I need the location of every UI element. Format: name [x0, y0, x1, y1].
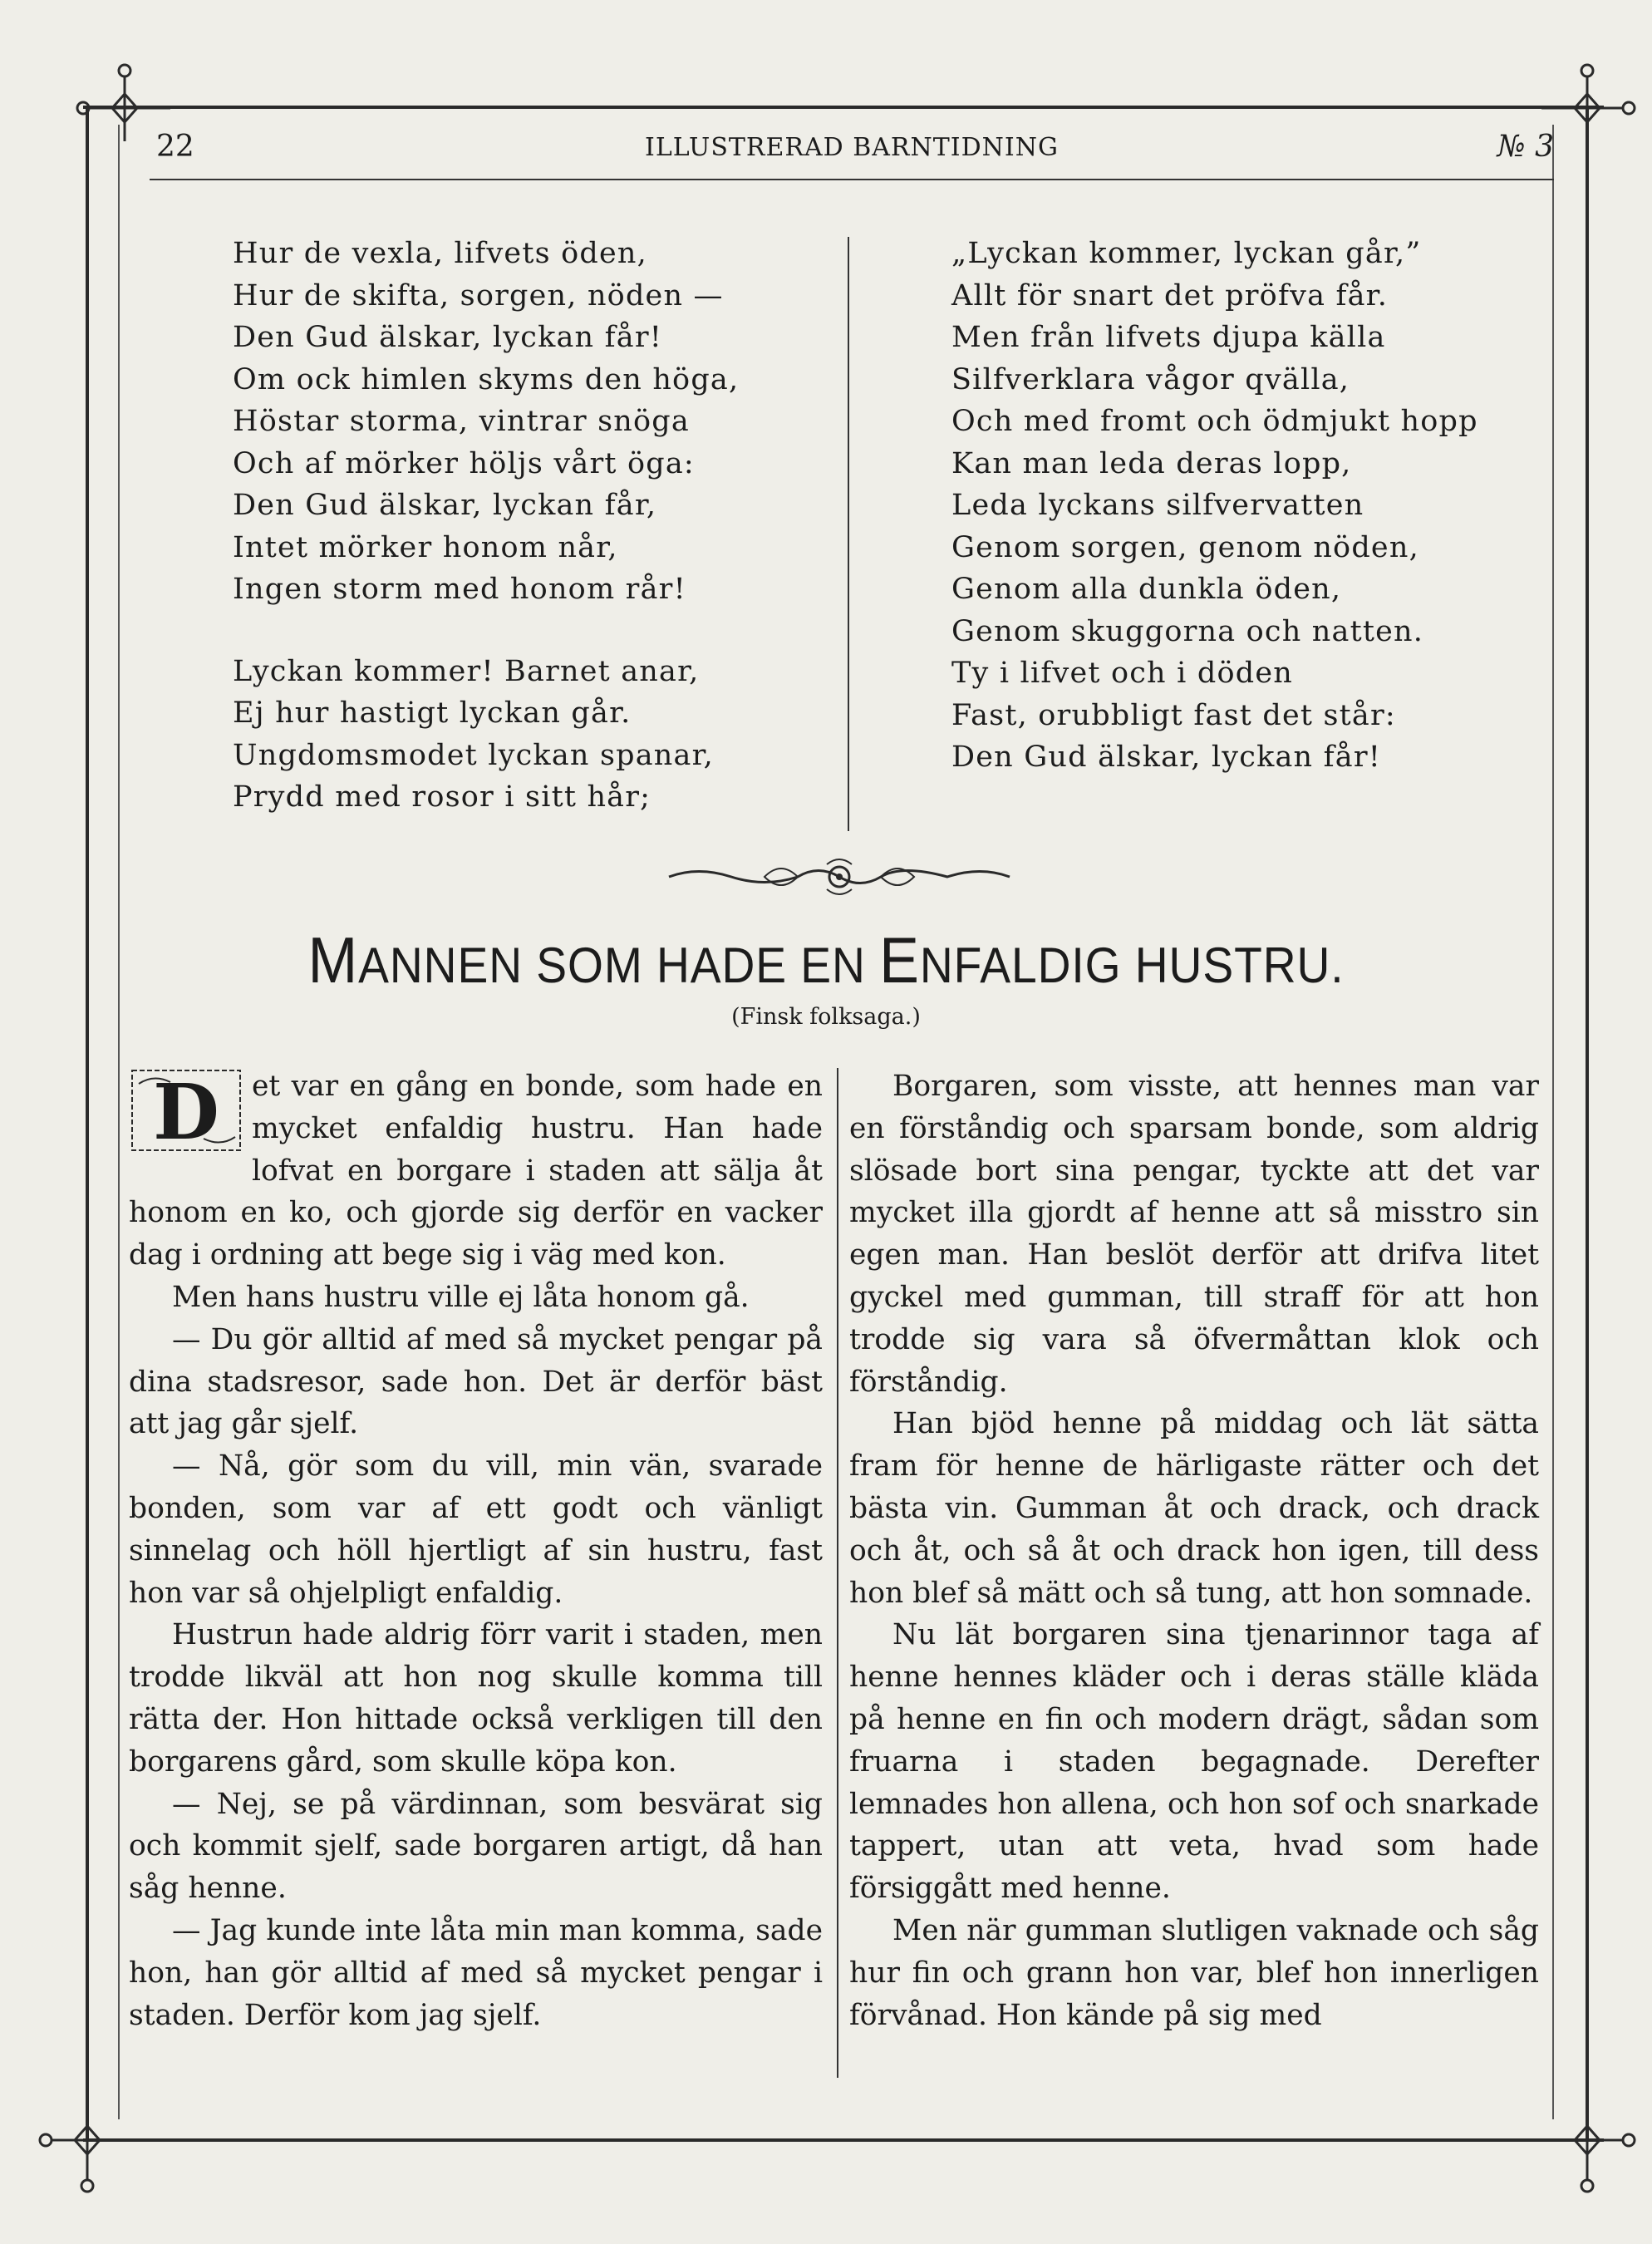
- story-paragraph: Hustrun hade aldrig förr varit i staden, men trodde likväl att hon nog skulle komma till rätta der. Hon hittade också verkligen till den borgarens gård, som skulle köpa kon.: [129, 1618, 823, 1779]
- poem-line: Kan man leda deras lopp,: [951, 446, 1352, 480]
- page-header: [150, 125, 1554, 175]
- corner-ornament-bottom-left-icon: [33, 2094, 141, 2202]
- title-text: ANNEN SOM HADE EN: [358, 937, 880, 993]
- poem-line: Genom sorgen, genom nöden,: [951, 530, 1419, 564]
- svg-text:D: D: [153, 1067, 219, 1154]
- poem-column-divider: [848, 237, 849, 831]
- title-cap: M: [307, 923, 359, 997]
- poem-line: Hur de skifta, sorgen, nöden —: [233, 278, 724, 312]
- story-subtitle: (Finsk folksaga.): [731, 1004, 921, 1030]
- frame-left: [86, 106, 89, 2142]
- story-title: [66, 923, 1586, 998]
- poem-line: Prydd med rosor i sitt hår;: [233, 780, 651, 814]
- frame-right: [1586, 106, 1589, 2142]
- poem-line: Höstar storma, vintrar snöga: [233, 405, 690, 438]
- dropcap-d-icon: [129, 1067, 243, 1154]
- poem-left-column: [233, 233, 848, 819]
- poem-line: Genom alla dunkla öden,: [951, 573, 1342, 606]
- story-paragraph: Men hans hustru ville ej låta honom gå.: [172, 1280, 750, 1314]
- poem-line: Allt för snart det pröfva får.: [951, 278, 1389, 312]
- frame-inner-left: [118, 125, 120, 2119]
- story-left-column: [129, 1065, 823, 2036]
- story-right-column: [849, 1065, 1539, 2036]
- publication-title: ILLUSTRERAD BARNTIDNING: [644, 133, 1059, 162]
- frame-inner-right: [1552, 125, 1554, 2119]
- story-paragraph: — Jag kunde inte låta min man komma, sade hon, han gör alltid af med så mycket pengar i staden. Derför kom jag sjelf.: [129, 1913, 823, 2032]
- header-rule: [150, 179, 1554, 180]
- poem-line: Och af mörker höljs vårt öga:: [233, 446, 695, 480]
- story-paragraph: [129, 1065, 823, 1277]
- ornament-divider-icon: [665, 856, 1014, 898]
- frame-top: [83, 106, 1604, 109]
- poem-line: Silfverklara vågor qvälla,: [951, 362, 1350, 396]
- story-paragraph: — Nå, gör som du vill, min vän, svarade bonden, som var af ett godt och vänligt sinnelag och höll hjertligt af sin hustru, fast hon var så ohjelpligt enfaldig.: [129, 1449, 823, 1610]
- paragraph-text: et var en gång en bonde, som hade en mycket enfaldig hustru. Han hade lofvat en borgare i staden att sälja åt honom en ko, och gjorde sig derför en vacker dag i ordning att bege sig i väg med kon.: [129, 1070, 823, 1272]
- poem-line: Om ock himlen skyms den höga,: [233, 362, 740, 396]
- issue-number: № 3: [1497, 130, 1554, 164]
- page-number: 22: [156, 130, 194, 164]
- poem-line: Intet mörker honom når,: [233, 530, 618, 564]
- poem-line: Den Gud älskar, lyckan får!: [233, 321, 663, 354]
- poem-line: Genom skuggorna och natten.: [951, 614, 1424, 648]
- poem-line: Ingen storm med honom rår!: [233, 573, 686, 606]
- poem-right-column: [951, 233, 1550, 779]
- poem-line: Ty i lifvet och i döden: [951, 657, 1293, 690]
- corner-ornament-bottom-right-icon: [1533, 2094, 1641, 2202]
- story-paragraph: Men när gumman slutligen vaknade och såg hur fin och grann hon var, blef hon innerligen förvånad. Hon kände på sig med: [849, 1913, 1539, 2032]
- frame-bottom: [83, 2138, 1604, 2142]
- story-paragraph: Borgaren, som visste, att hennes man var en förståndig och sparsam bonde, som aldrig slösade bort sina pengar, tyckte att det var mycket illa gjordt af henne att så misstro sin egen man. Han beslöt derför att drifva litet gyckel med gumman, till straff för att hon trodde sig vara så öfvermåttan klok och förståndig.: [849, 1070, 1539, 1399]
- stanza-gap: [233, 611, 848, 651]
- poem-line: Och med fromt och ödmjukt hopp: [951, 405, 1478, 438]
- story-paragraph: — Du gör alltid af med så mycket pengar på dina stadsresor, sade hon. Det är derför bäst att jag går sjelf.: [129, 1322, 823, 1441]
- story-paragraph: Nu lät borgaren sina tjenarinnor taga af henne hennes kläder och i deras ställe kläda på henne en fin och modern drägt, sådan som fruarna i staden begagnade. Derefter lemnades hon allena, och hon sof och snarkade tappert, utan att veta, hvad som hade försiggått med henne.: [849, 1618, 1539, 1906]
- poem-line: Den Gud älskar, lyckan får,: [233, 489, 657, 522]
- poem-line: Ungdomsmodet lyckan spanar,: [233, 738, 715, 772]
- story-column-divider: [837, 1068, 838, 2078]
- poem-line: „Lyckan kommer, lyckan går,”: [951, 237, 1422, 270]
- poem-line: Fast, orubbligt fast det står:: [951, 698, 1396, 732]
- poem-line: Ej hur hastigt lyckan går.: [233, 696, 632, 730]
- poem-line: Den Gud älskar, lyckan får!: [951, 741, 1382, 774]
- poem-line: Leda lyckans silfvervatten: [951, 489, 1364, 522]
- poem-line: Men från lifvets djupa källa: [951, 321, 1386, 354]
- title-text: NFALDIG HUSTRU.: [919, 937, 1345, 993]
- poem-line: Lyckan kommer! Barnet anar,: [233, 654, 700, 688]
- story-paragraph: Han bjöd henne på middag och lät sätta fram för henne de härligaste rätter och det bästa vin. Gumman åt och drack, och drack och åt, och så åt och drack hon igen, till dess hon blef så mätt och så tung, att hon somnade.: [849, 1407, 1539, 1610]
- title-cap: E: [879, 923, 920, 997]
- story-paragraph: — Nej, se på värdinnan, som besvärat sig och kommit sjelf, sade borgaren artigt, då han såg henne.: [129, 1787, 823, 1906]
- poem-line: Hur de vexla, lifvets öden,: [233, 237, 647, 270]
